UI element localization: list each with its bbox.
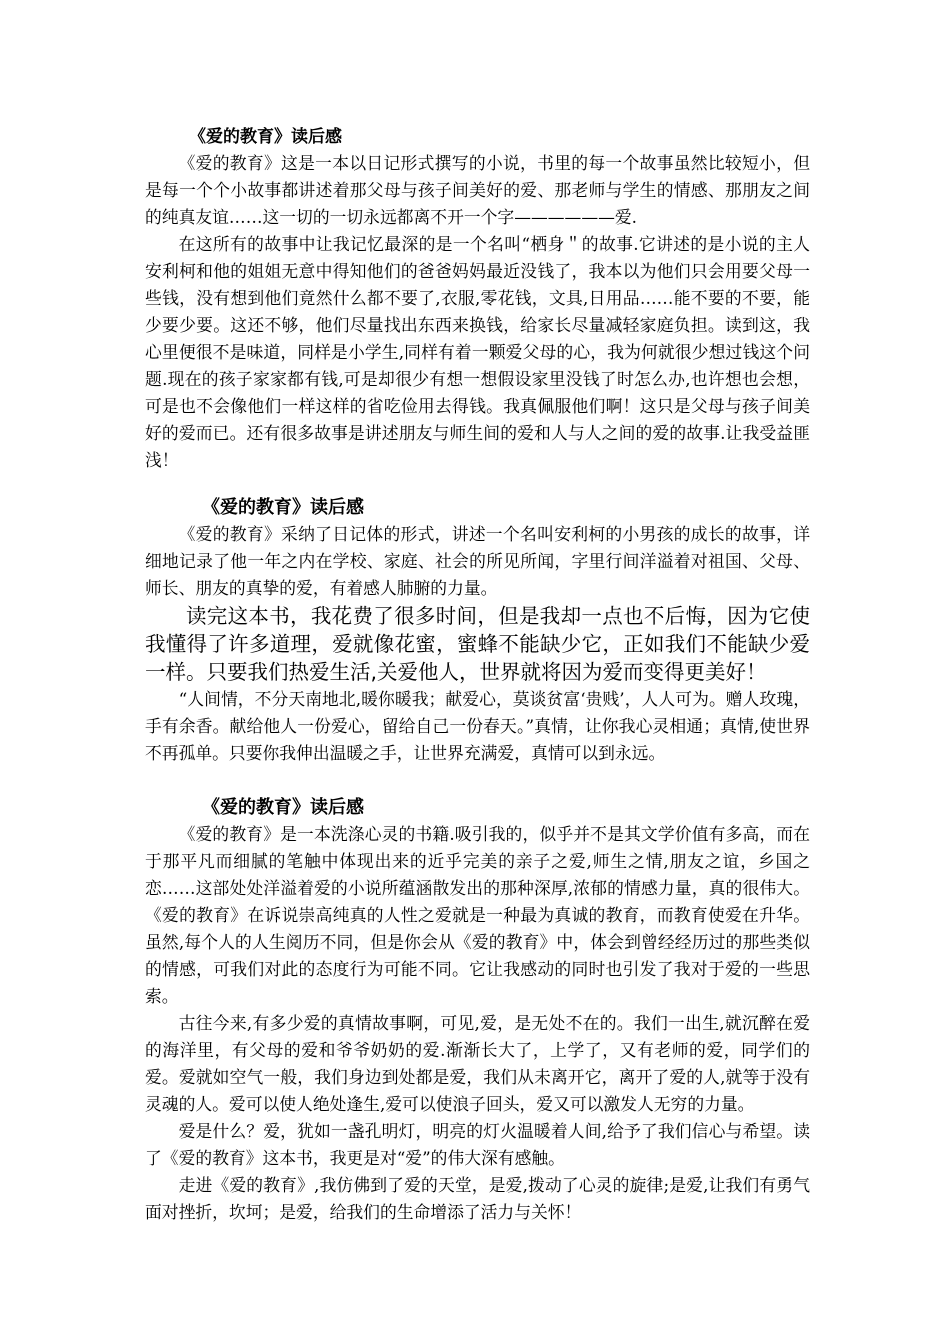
essay-title: 《爱的教育》读后感 <box>202 497 364 518</box>
essay-paragraph: 《爱的教育》这是一本以日记形式撰写的小说，书里的每一个故事虽然比较短小，但是每一个个小故事都讲述着那父母与孩子间美好的爱、那老师与学生的情感、那朋友之间的纯真友谊……这一切的一切永远都离不开一个字——————爱. <box>145 153 810 227</box>
essay-paragraph-large: 读完这本书，我花费了很多时间，但是我却一点也不后悔，因为它使我懂得了许多道理，爱就像花蜜，蜜蜂不能缺少它，正如我们不能缺少爱一样。只要我们热爱生活,关爱他人，世界就将因为爱而变得更美好！ <box>145 604 810 684</box>
essay-paragraph: 在这所有的故事中让我记忆最深的是一个名叫“栖身＂的故事.它讲述的是小说的主人安利柯和他的姐姐无意中得知他们的爸爸妈妈最近没钱了，我本以为他们只会用要父母一些钱，没有想到他们竟然什么都不要了,衣服,零花钱，文具,日用品……能不要的不要，能少要少要。这还不够，他们尽量找出东西来换钱，给家长尽量减轻家庭负担。读到这，我心里便很不是味道，同样是小学生,同样有着一颗爱父母的心，我为何就很少想过钱这个问题.现在的孩子家家都有钱,可是却很少有想一想假设家里没钱了时怎么办,也许想也会想，可是也不会像他们一样这样的省吃俭用去得钱。我真佩服他们啊！这只是父母与孩子间美好的爱而已。还有很多故事是讲述朋友与师生间的爱和人与人之间的爱的故事.让我受益匪浅！ <box>145 234 810 470</box>
essay-paragraph: 《爱的教育》采纳了日记体的形式，讲述一个名叫安利柯的小男孩的成长的故事，详细地记录了他一年之内在学校、家庭、社会的所见所闻，字里行间洋溢着对祖国、父母、师长、朋友的真挚的爱，有着感人肺腑的力量。 <box>145 524 810 598</box>
essay-2 <box>145 495 810 767</box>
essay-paragraph: “人间情，不分天南地北,暖你暖我；献爱心，莫谈贫富‘贵贱’，人人可为。赠人玫瑰，手有余香。献给他人一份爱心，留给自己一份春天。”真情，让你我心灵相通；真情,使世界不再孤单。只要你我伸出温暖之手，让世界充满爱，真情可以到永远。 <box>145 689 810 763</box>
essay-title: 《爱的教育》读后感 <box>189 127 342 147</box>
essay-paragraph: 《爱的教育》是一本洗涤心灵的书籍.吸引我的，似乎并不是其文学价值有多高，而在于那平凡而细腻的笔触中体现出来的近乎完美的亲子之爱,师生之情,朋友之谊，乡国之恋……这部处处洋溢着爱的小说所蕴涵散发出的那种深厚,浓郁的情感力量，真的很伟大。《爱的教育》在诉说崇高纯真的人性之爱就是一种最为真诚的教育，而教育使爱在升华。虽然,每个人的人生阅历不同，但是你会从《爱的教育》中，体会到曾经经历过的那些类似的情感，可我们对此的态度行为可能不同。它让我感动的同时也引发了我对于爱的一些思索。 <box>145 824 810 1006</box>
essay-3 <box>145 795 810 1226</box>
essay-1 <box>145 124 810 474</box>
essay-paragraph: 爱是什么？爱，犹如一盏孔明灯，明亮的灯火温暖着人间,给予了我们信心与希望。读了《爱的教育》这本书，我更是对“爱”的伟大深有感触。 <box>145 1121 810 1168</box>
essay-paragraph: 走进《爱的教育》,我仿佛到了爱的天堂，是爱,拨动了心灵的旋律;是爱,让我们有勇气面对挫折，坎坷；是爱，给我们的生命增添了活力与关怀！ <box>145 1175 810 1222</box>
essay-title: 《爱的教育》读后感 <box>202 797 364 818</box>
essay-paragraph: 古往今来,有多少爱的真情故事啊，可见,爱，是无处不在的。我们一出生,就沉醉在爱的海洋里，有父母的爱和爷爷奶奶的爱.渐渐长大了，上学了，又有老师的爱，同学们的爱。爱就如空气一般，我们身边到处都是爱，我们从未离开它，离开了爱的人,就等于没有灵魂的人。爱可以使人绝处逢生,爱可以使浪子回头，爱又可以激发人无穷的力量。 <box>145 1013 810 1114</box>
